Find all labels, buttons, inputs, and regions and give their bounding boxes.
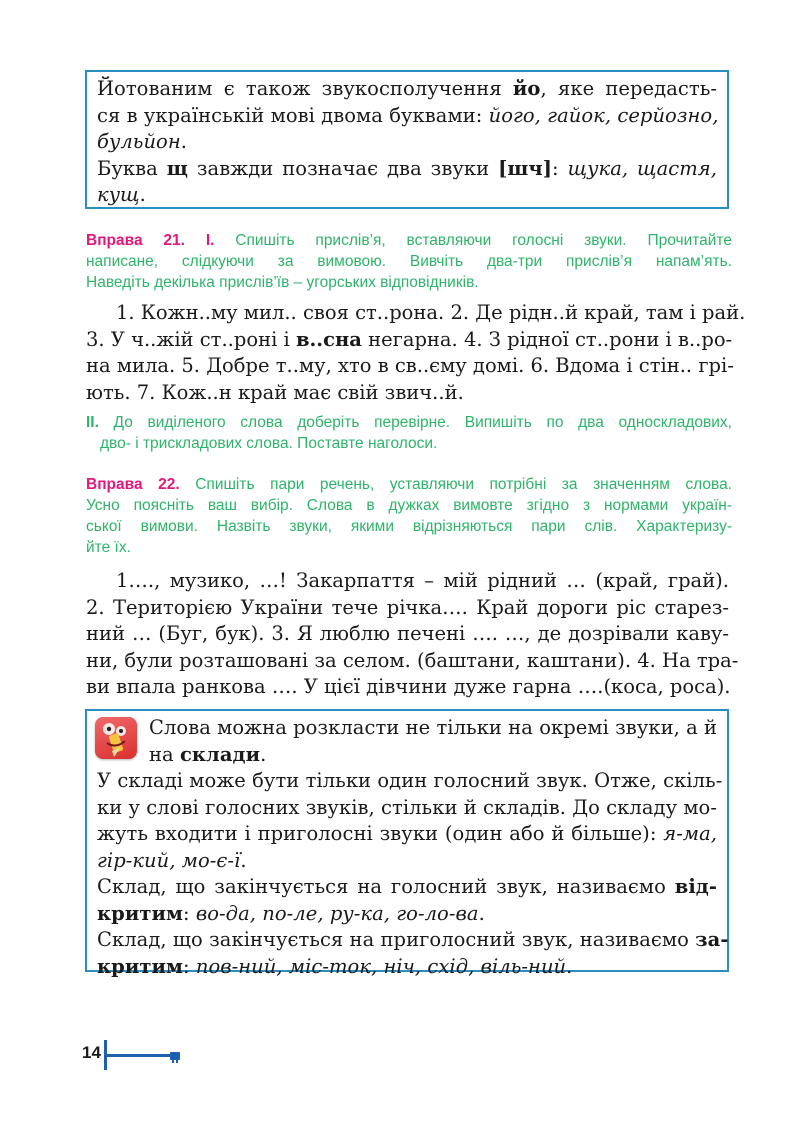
exercise-21-proverbs: 1. Кожн..му мил.. своя ст..рона. 2. Де рідн..й край, там і рай. 3. У ч..жій ст..роні і в..сна негарна. 4. З рідної ст..рони і в..ро- на мила. 5. Добре т..му, хто в св..єму домі. 6. Вдома і стін.. грі- ють. 7. Кож..н край має свій звич..й.	[86, 301, 746, 404]
info-box-text: Слова можна розкласти не тільки на окремі звуки, а й на склади. У складі може бути тільки один голосний звук. Отже, скіль- ки у слові голосних звуків, стільки й складів. До складу мо- жуть входити і приголосні звуки (один або й більше): я-ма, гір-кий, мо-є-ї. Склад, що закінчується на голосний звук, називаємо від- критим: во-да, по-ле, ру-ка, го-ло-ва. Склад, що закінчується на приголосний звук, називаємо за- критим: пов-ний, міс-ток, ніч, схід, віль-ний.	[97, 716, 729, 978]
footer-decoration	[104, 1040, 188, 1070]
pencil-icon	[95, 717, 137, 759]
info-box-syllables	[85, 709, 729, 978]
exercise-21-label: Вправа 21. І.	[86, 232, 215, 249]
exercise-21-instruction: Вправа 21. І. Спишіть прислів’я, вставляючи голосні звуки. Прочитайте написане, слідкуючи за вимовою. Вивчіть два-три прислів’я напам’ять. Наведіть декілька прислів’їв – угорських відповідників.	[86, 232, 732, 291]
page-number: 14	[82, 1043, 101, 1062]
exercise-22-label: Вправа 22.	[86, 476, 180, 493]
info-box-iotated	[85, 70, 729, 209]
exercise-22-instruction: Вправа 22. Спишіть пари речень, уставляючи потрібні за значенням слова. Усно поясніть ваш вибір. Слова в дужках вимовте згідно з нормами україн- ської вимови. Назвіть звуки, якими відрізняються пари слів. Характеризу- йте їх.	[86, 476, 732, 556]
exercise-22-sentences: 1…., музико, …! Закарпаття – мій рідний … (край, грай). 2. Територією України тече річка…. Край дороги ріс старез- ний … (Буг, бук). 3. Я люблю печені …. …, де дозрівали каву- ни, були розташовані за селом. (баштани, каштани). 4. На тра- ви впала ранкова …. У цієї дівчини дуже гарна ….(коса, роса).	[86, 569, 739, 698]
exercise-21-part-2: ІІ. До виділеного слова доберіть перевірне. Випишіть по два односкладових, дво- і трискладових слова. Поставте наголоси.	[86, 414, 732, 452]
info-box-text: Йотованим є також звукосполучення йо, яке передасть- ся в українській мові двома буквами: його, гайок, серйозно, бульйон. Буква щ завжди позначає два звуки [шч]: щука, щастя, кущ.	[97, 77, 719, 206]
